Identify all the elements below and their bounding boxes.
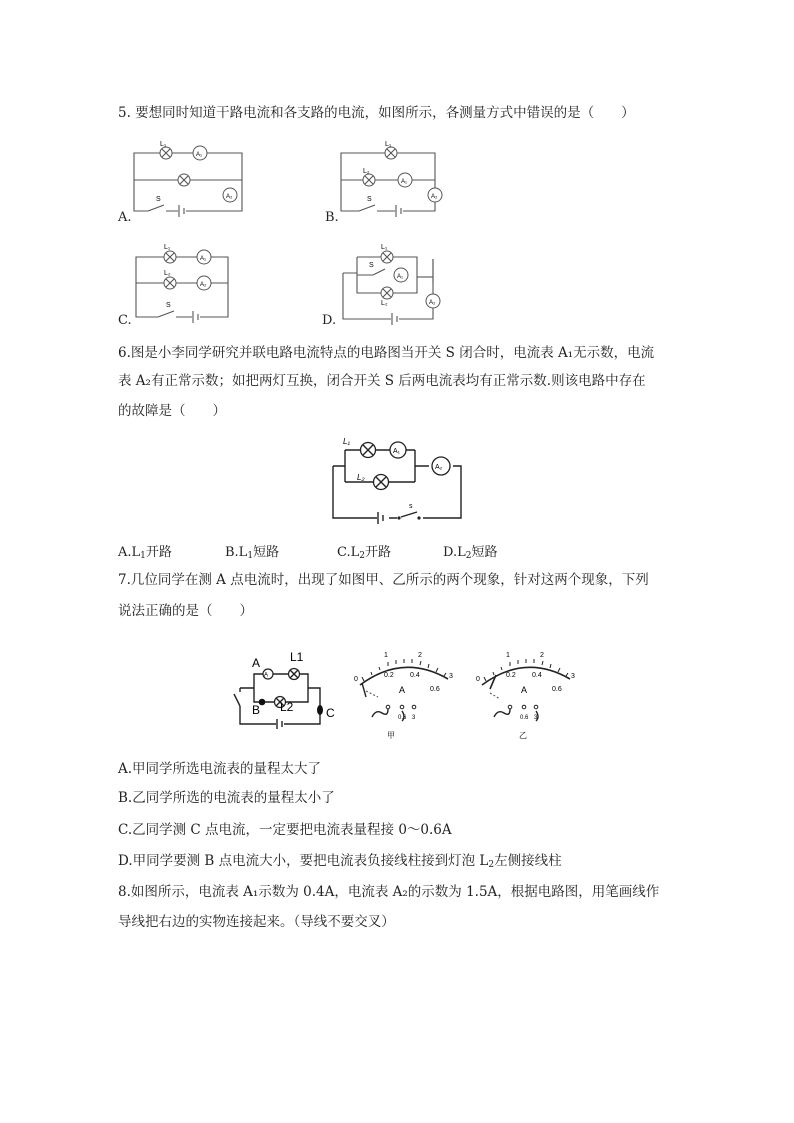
q8-line1: 8.如图所示，电流表 A₁示数为 0.4A，电流表 A₂的示数为 1.5A，根据电路图，用笔画线作	[118, 884, 660, 900]
lamp-l1-icon	[164, 251, 176, 263]
svg-text:L2: L2	[280, 700, 294, 714]
lamp-l1-icon	[289, 669, 300, 680]
svg-text:0.2: 0.2	[384, 672, 394, 679]
q5-circuit-d	[325, 237, 455, 327]
q5-circuit-a	[118, 135, 248, 225]
q7-meter-yi	[470, 645, 585, 745]
q5-circuit-c	[118, 237, 248, 327]
svg-text:A₂: A₂	[431, 194, 438, 200]
svg-text:0.6: 0.6	[430, 686, 440, 693]
svg-text:A₁: A₁	[397, 274, 404, 280]
svg-text:3: 3	[571, 673, 575, 680]
svg-text:L1: L1	[290, 650, 304, 664]
svg-text:A₁: A₁	[393, 448, 401, 455]
q7-circuit	[228, 648, 343, 733]
q5-circuit-c-diagram	[118, 237, 248, 327]
q7-circuit-diagram	[228, 648, 343, 733]
q7-option-b: B.乙同学所选的电流表的量程太小了	[118, 790, 335, 806]
svg-text:A₂: A₂	[429, 300, 436, 306]
svg-text:S: S	[367, 196, 372, 203]
q8-line2: 导线把右边的实物连接起来。（导线不要交叉）	[118, 914, 395, 930]
lamp-l2-icon	[374, 475, 389, 490]
lamp-l2-icon	[381, 287, 393, 299]
svg-text:L₂: L₂	[164, 270, 171, 277]
q5-circuit-b-diagram	[325, 135, 455, 225]
svg-text:甲: 甲	[387, 731, 395, 740]
q7-meter-jia	[348, 645, 463, 745]
svg-text:3: 3	[412, 715, 416, 721]
q5-option-d: D.	[322, 313, 337, 328]
q6-stem-line3: 的故障是（ ）	[118, 403, 226, 419]
q7-option-d: D.甲同学要测 B 点电流大小，要把电流表负接线柱接到灯泡 $L_2$左侧接线柱	[118, 853, 562, 870]
svg-text:L₂: L₂	[357, 473, 365, 482]
svg-text:1: 1	[506, 652, 510, 659]
svg-text:2: 2	[540, 652, 544, 659]
svg-text:S: S	[369, 262, 374, 269]
svg-text:A: A	[399, 685, 406, 695]
lamp-l1-icon	[361, 443, 376, 458]
lamp-l2-icon	[363, 174, 375, 186]
svg-text:s: s	[409, 503, 413, 510]
svg-text:L₂: L₂	[363, 168, 370, 175]
svg-text:0: 0	[354, 676, 358, 683]
lamp-l1-icon	[160, 147, 172, 159]
svg-text:S: S	[156, 196, 161, 203]
svg-text:0.6: 0.6	[552, 686, 562, 693]
lamp-l1-icon	[381, 251, 393, 263]
q6-option-d: $D.L_2$短路	[443, 545, 498, 561]
q6-stem-line2: 表 A₂有正常示数；如把两灯互换，闭合开关 S 后两电流表均有正常示数.则该电路中存在	[118, 373, 646, 389]
svg-text:0.6: 0.6	[398, 715, 407, 721]
svg-text:L₁: L₁	[385, 141, 392, 148]
svg-text:L₁: L₁	[381, 244, 388, 251]
lamp-l1-icon	[385, 147, 397, 159]
svg-text:A₂: A₂	[226, 194, 233, 200]
svg-text:A₁: A₁	[200, 256, 207, 262]
svg-text:A₂: A₂	[200, 282, 207, 288]
svg-text:0.6: 0.6	[520, 715, 529, 721]
svg-text:A: A	[252, 656, 261, 670]
q5-stem: 5. 要想同时知道干路电流和各支路的电流，如图所示，各测量方式中错误的是（ ）	[118, 105, 635, 121]
svg-text:A₁: A₁	[401, 179, 408, 185]
q5-circuit-b	[325, 135, 455, 225]
q5-circuit-a-diagram	[118, 135, 248, 225]
q7-stem-line1: 7.几位同学在测 A 点电流时，出现了如图甲、乙所示的两个现象，针对这两个现象，下列	[118, 572, 649, 588]
q7-option-c: C.乙同学测 C 点电流，一定要把电流表量程接 0～0.6A	[118, 822, 452, 838]
q6-option-b: $B.L_1$短路	[225, 545, 280, 561]
svg-text:B: B	[252, 703, 261, 717]
lamp-l2-icon	[178, 174, 190, 186]
q7-meter-jia-diagram	[348, 645, 463, 745]
svg-text:3: 3	[449, 673, 453, 680]
q6-option-c: $C.L_2$开路	[337, 545, 391, 561]
svg-text:L₂: L₂	[381, 300, 388, 307]
lamp-l2-icon	[164, 277, 176, 289]
svg-text:1: 1	[384, 652, 388, 659]
q5-option-c: C.	[118, 313, 132, 328]
q5-circuit-d-diagram	[325, 237, 455, 327]
q6-stem-line1: 6.图是小李同学研究并联电路电流特点的电路图当开关 S 闭合时，电流表 A₁无示数，电流	[118, 345, 655, 361]
svg-text:3: 3	[534, 715, 538, 721]
svg-text:0: 0	[476, 676, 480, 683]
svg-text:A: A	[263, 672, 269, 679]
svg-text:L₁: L₁	[164, 244, 171, 251]
svg-text:A₂: A₂	[435, 464, 443, 471]
q6-option-a: $A.L_1$开路	[118, 545, 172, 561]
svg-text:L₁: L₁	[343, 437, 350, 446]
q7-stem-line2: 说法正确的是（ ）	[118, 603, 253, 619]
svg-text:C: C	[326, 706, 335, 720]
svg-text:L₁: L₁	[160, 141, 167, 148]
q7-option-a: A.甲同学所选电流表的量程太大了	[118, 761, 322, 777]
q6-circuit-diagram	[325, 432, 470, 527]
svg-text:A: A	[521, 685, 528, 695]
svg-text:2: 2	[418, 652, 422, 659]
q7-meter-yi-diagram	[470, 645, 585, 745]
svg-text:乙: 乙	[519, 731, 527, 740]
svg-text:A₁: A₁	[196, 152, 203, 158]
svg-text:0.4: 0.4	[410, 672, 420, 679]
q5-option-a: A.	[118, 210, 132, 225]
svg-text:S: S	[166, 302, 171, 309]
q6-circuit	[325, 432, 470, 527]
q5-option-b: B.	[325, 210, 339, 225]
svg-text:0.4: 0.4	[532, 672, 542, 679]
svg-text:0.2: 0.2	[506, 672, 516, 679]
